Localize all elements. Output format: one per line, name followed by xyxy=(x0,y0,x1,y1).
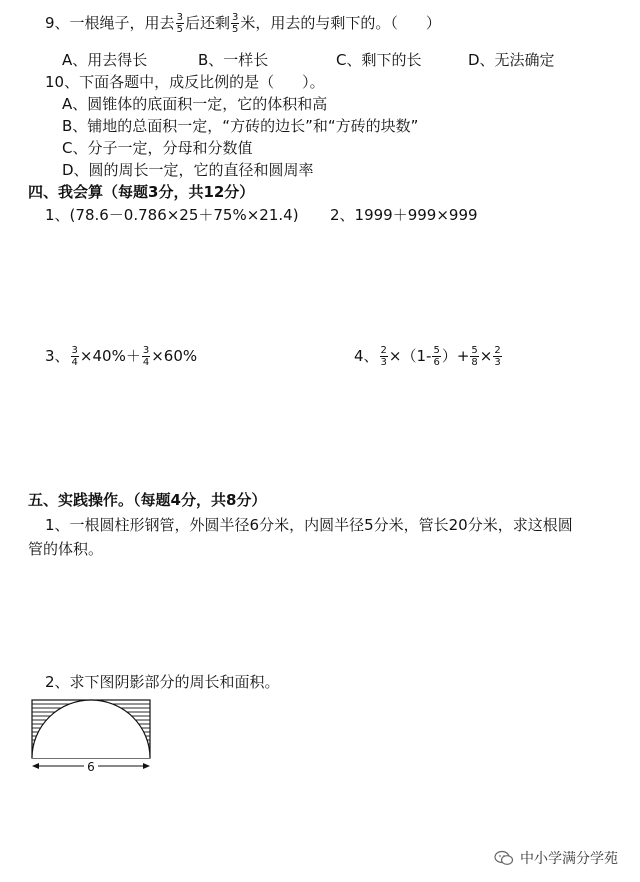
watermark xyxy=(494,848,618,868)
question-text: 一根绳子，用去 xyxy=(69,14,175,32)
watermark-text: 中小学满分学苑 xyxy=(520,851,618,867)
problem-1: 1、(78.6－0.786×25＋75%×21.4) xyxy=(45,206,299,224)
question-9: 9、一根绳子，用去 $\frac{3}{5}$ 后还剩 $\frac{3}{5}$ 米，用去的与剩下的。（ ） xyxy=(45,12,441,35)
option-b: B、一样长 xyxy=(198,51,269,69)
fraction: $\frac{2}{3}$ xyxy=(494,345,501,368)
option-b: B、铺地的总面积一定，“方砖的边长”和“方砖的块数” xyxy=(62,117,419,135)
fraction: $\frac{3}{5}$ xyxy=(231,12,239,35)
fraction: $\frac{5}{8}$ xyxy=(471,345,478,368)
wechat-icon xyxy=(494,850,514,866)
fraction: $\frac{3}{4}$ xyxy=(71,345,78,368)
problem-4: 4、 $\frac{2}{3}$ ×（1- $\frac{5}{6}$ ）+ $\frac{5}{8}$ × $\frac{2}{3}$ xyxy=(354,345,501,368)
fraction: $\frac{5}{6}$ xyxy=(433,345,440,368)
dimension-label: 6 xyxy=(87,760,95,774)
section-title: 四、我会算（每题3分，共12分） xyxy=(28,183,255,201)
option-a: A、用去得长 xyxy=(62,51,148,69)
question-text: 米，用去的与剩下的。（ xyxy=(240,14,398,32)
problem-1-line1: 1、一根圆柱形钢管，外圆半径6分米，内圆半径5分米，管长20分米，求这根圆 xyxy=(45,516,573,534)
option-d: D、圆的周长一定，它的直径和圆周率 xyxy=(62,161,314,179)
option-d: D、无法确定 xyxy=(468,51,555,69)
arrow-right-icon xyxy=(143,763,150,769)
problem-1-line2: 管的体积。 xyxy=(28,540,104,558)
arrow-left-icon xyxy=(32,763,39,769)
question-text: 10、下面各题中，成反比例的是（ xyxy=(45,73,275,91)
problem-2: 2、求下图阴影部分的周长和面积。 xyxy=(45,673,280,691)
problem-3: 3、 $\frac{3}{4}$ ×40%＋ $\frac{3}{4}$ ×60% xyxy=(45,345,198,368)
question-text: 后还剩 xyxy=(184,14,230,32)
option-a: A、圆锥体的底面积一定，它的体积和高 xyxy=(62,95,328,113)
fraction: $\frac{3}{5}$ xyxy=(176,12,183,35)
problem-2: 2、1999＋999×999 xyxy=(330,206,478,224)
question-number: 9、 xyxy=(45,14,70,32)
option-c: C、分子一定，分母和分数值 xyxy=(62,139,253,157)
fraction: $\frac{2}{3}$ xyxy=(380,345,387,368)
section-title: 五、实践操作。（每题4分，共8分） xyxy=(28,491,267,509)
fraction: $\frac{3}{4}$ xyxy=(142,345,150,368)
question-10: 10、下面各题中，成反比例的是（ ）。 xyxy=(45,73,325,91)
option-c: C、剩下的长 xyxy=(336,51,422,69)
geometry-figure xyxy=(26,698,166,778)
